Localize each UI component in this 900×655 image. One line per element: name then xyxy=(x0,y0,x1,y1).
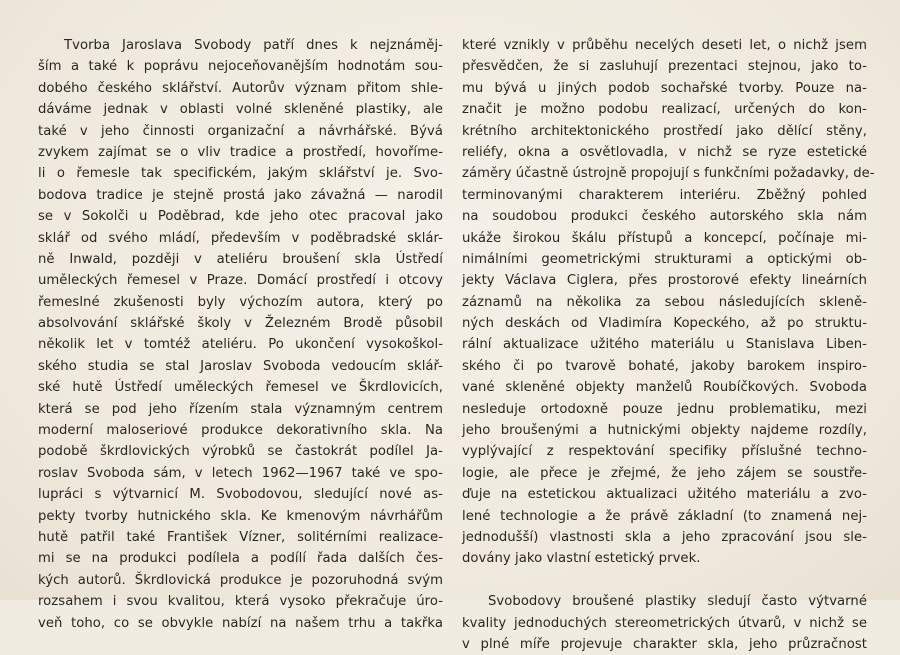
text-line: ské hutě Ústředí uměleckých řemesel ve Škrdlovicích, xyxy=(38,380,443,396)
text-line: terminovanými charakterem interiéru. Zběžný pohled xyxy=(462,187,867,203)
text-line: dobého českého sklářství. Autorův význam přitom shle- xyxy=(38,80,443,96)
text-line: záznamů na několika za sebou následujících skleně- xyxy=(462,294,867,310)
text-line: se v Sokolči u Poděbrad, kde jeho otec pracoval jako xyxy=(38,209,443,225)
text-line: mu bývá u jiných podob sochařské tvorby. Pouze na- xyxy=(462,80,867,96)
text-line: bodova tradice je stejně prostá jako závažná — narodil xyxy=(38,187,443,203)
text-line: roslav Svoboda sám, v letech 1962—1967 také ve spo- xyxy=(38,465,443,481)
right-column xyxy=(462,35,875,655)
text-line: ďuje na estetickou aktualizaci užitého materiálu a zvo- xyxy=(462,487,867,503)
text-line: ského studia se stal Jaroslav Svoboda vedoucím sklář- xyxy=(38,358,443,374)
text-line: lené technologie a že právě základní (to znamená nej- xyxy=(462,508,867,524)
text-line: uměleckých řemesel v Praze. Domácí prostředí i otcovy xyxy=(38,273,443,289)
text-line: ukáže širokou škálu přístupů a koncepcí, počínaje mi- xyxy=(462,230,867,246)
text-line: hutě patřil také František Vízner, solitérními realizace- xyxy=(38,529,443,545)
text-line: krétního architektonického prostředí jako dělící stěny, xyxy=(462,123,867,139)
text-line: pekty tvorby hutnického skla. Ke kmenovým návrhářům xyxy=(38,508,443,524)
text-line: kých autorů. Škrdlovická produkce je pozoruhodná svým xyxy=(38,572,443,588)
text-line: rozsahem i svou kvalitou, která vysoko překračuje úro- xyxy=(38,594,443,610)
text-line: přesvědčen, že si zasluhují prezentaci stejnou, jako to- xyxy=(462,59,867,75)
bleed-through-text xyxy=(0,0,900,12)
text-line: ského či po tvarově bohaté, jakoby barokem inspiro- xyxy=(462,358,867,374)
text-line: dáváme jednak v oblasti volné skleněné plastiky, ale xyxy=(38,102,443,118)
text-line: zvykem zajímat se o vliv tradice a prostředí, hovoříme- xyxy=(38,144,443,160)
text-line: jekty Václava Ciglera, přes prostorové efekty lineárních xyxy=(462,273,867,289)
paragraph-gap xyxy=(462,570,867,591)
text-line: několik let v tomtéž ateliéru. Po ukončení vysokoškol- xyxy=(38,337,443,353)
text-line: ných deskách od Vladimíra Kopeckého, až po struktu- xyxy=(462,316,867,332)
text-line: jeho broušenými a hutnickými objekty najdeme rozdíly, xyxy=(462,423,867,439)
text-line: kvality jednoduchých stereometrických útvarů, v nichž se xyxy=(462,615,867,631)
text-line: ně Inwald, později v ateliéru broušení skla Ústředí xyxy=(38,251,443,267)
text-line: moderní maloseriové produkce dekorativního skla. Na xyxy=(38,423,443,439)
text-line: vyplývající z respektování specifiky příslušné techno- xyxy=(462,444,867,460)
text-line: ším a také k poprávu nejoceňovanějším hodnotám sou- xyxy=(38,59,443,75)
text-line: značit je možno podobu realizací, určených do kon- xyxy=(462,102,867,118)
text-line: rální aktualizace užitého materiálu u Stanislava Liben- xyxy=(462,337,867,353)
text-line: Tvorba Jaroslava Svobody patří dnes k nejznáměj- xyxy=(64,38,443,53)
text-line: Svobodovy broušené plastiky sledují často výtvarné xyxy=(488,594,867,610)
text-line: vané skleněné objekty manželů Roubíčkových. Svoboda xyxy=(462,380,867,396)
text-line: mi se na produkci podílela a podílí řada dalších čes- xyxy=(38,551,443,567)
text-line: nesleduje ortodoxně pouze jednu problematiku, mezi xyxy=(462,401,867,417)
text-line: řemeslné zkušenosti byly výchozím autora, který po xyxy=(38,294,443,310)
text-line: sklář od svého mládí, především v poděbradské sklár- xyxy=(38,230,443,246)
text-line: také v jeho činnosti organizační a návrhářské. Bývá xyxy=(38,123,443,139)
text-line: logie, ale přece je zřejmé, že jeho zájem se soustře- xyxy=(462,465,867,481)
text-line: na soudobou produkci českého autorského skla nám xyxy=(462,209,867,225)
text-line: lupráci s výtvarnicí M. Svobodovou, sledující nové as- xyxy=(38,487,443,503)
left-column xyxy=(38,35,443,634)
text-line: podobě škrdlovických výrobků se častokrát podílel Ja- xyxy=(38,444,443,460)
text-line: záměry účastně ústrojně propojují s funkčními požadavky, de- xyxy=(462,166,875,182)
text-line: dovány jako vlastní estetický prvek. xyxy=(462,551,701,567)
text-line: absolvování sklářské školy v Železném Brodě působil xyxy=(38,316,443,332)
text-line: reliéfy, okna a osvětlovadla, v nichž se ryze estetické xyxy=(462,144,867,160)
text-line: nimálními geometrickými strukturami a optickými ob- xyxy=(462,251,867,267)
text-line: které vznikly v průběhu necelých deseti let, o nichž jsem xyxy=(462,38,867,53)
text-line: která se pod jeho řízením stala významným centrem xyxy=(38,401,443,417)
text-line: v plné míře projevuje charakter skla, jeho průzračnost xyxy=(462,636,867,652)
text-line: veň toho, co se obvykle nabízí na našem trhu a takřka xyxy=(38,615,443,631)
text-line: li o řemesle tak specifickém, jakým sklářství je. Svo- xyxy=(38,166,443,182)
text-line: jednodušší) vlastnosti skla a jeho zpracování jsou sle- xyxy=(462,529,867,545)
